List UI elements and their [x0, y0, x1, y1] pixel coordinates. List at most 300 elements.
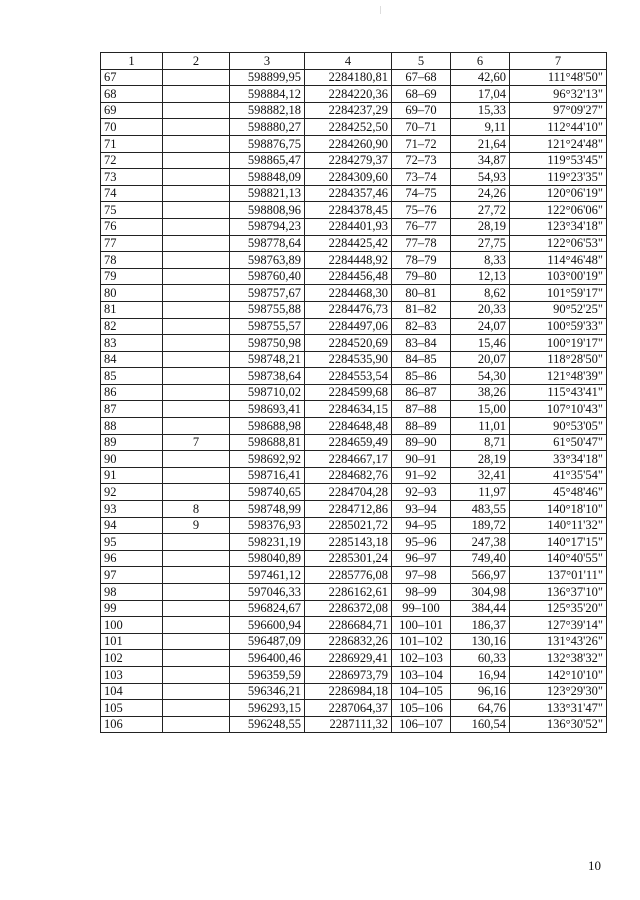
- cell-point-number: 78: [101, 252, 163, 269]
- header-row: [101, 53, 607, 70]
- cell-bearing: 97°09'27": [510, 102, 607, 119]
- cell-point-number: 87: [101, 401, 163, 418]
- table-row: [101, 567, 607, 584]
- cell-marker: [163, 351, 230, 368]
- cell-length: 749,40: [451, 550, 510, 567]
- table-row: [101, 119, 607, 136]
- cell-marker: 8: [163, 501, 230, 518]
- cell-marker: [163, 700, 230, 717]
- cell-coord-x: 598750,98: [230, 335, 305, 352]
- cell-point-number: 76: [101, 218, 163, 235]
- header-col-5: 5: [392, 53, 451, 70]
- table-row: [101, 185, 607, 202]
- cell-segment: 105–106: [392, 700, 451, 717]
- cell-length: 483,55: [451, 501, 510, 518]
- cell-coord-x: 598763,89: [230, 252, 305, 269]
- table-row: [101, 368, 607, 385]
- table-row: [101, 202, 607, 219]
- cell-coord-y: 2286984,18: [305, 683, 392, 700]
- cell-point-number: 74: [101, 185, 163, 202]
- cell-segment: 97–98: [392, 567, 451, 584]
- cell-point-number: 67: [101, 69, 163, 86]
- cell-segment: 87–88: [392, 401, 451, 418]
- cell-bearing: 131°43'26": [510, 633, 607, 650]
- cell-segment: 69–70: [392, 102, 451, 119]
- cell-bearing: 121°48'39": [510, 368, 607, 385]
- cell-point-number: 95: [101, 534, 163, 551]
- cell-marker: [163, 633, 230, 650]
- table-row: [101, 451, 607, 468]
- cell-marker: [163, 484, 230, 501]
- cell-point-number: 82: [101, 318, 163, 335]
- cell-bearing: 140°40'55": [510, 550, 607, 567]
- cell-bearing: 140°17'15": [510, 534, 607, 551]
- cell-point-number: 80: [101, 285, 163, 302]
- cell-bearing: 115°43'41": [510, 384, 607, 401]
- cell-coord-x: 598884,12: [230, 86, 305, 103]
- cell-segment: 83–84: [392, 335, 451, 352]
- cell-coord-y: 2284634,15: [305, 401, 392, 418]
- cell-point-number: 102: [101, 650, 163, 667]
- cell-coord-y: 2284712,86: [305, 501, 392, 518]
- cell-coord-x: 598688,81: [230, 434, 305, 451]
- table-row: [101, 301, 607, 318]
- table-row: [101, 335, 607, 352]
- cell-bearing: 41°35'54": [510, 467, 607, 484]
- table-row: [101, 434, 607, 451]
- cell-coord-y: 2284357,46: [305, 185, 392, 202]
- cell-coord-y: 2284378,45: [305, 202, 392, 219]
- table-row: [101, 484, 607, 501]
- cell-segment: 106–107: [392, 716, 451, 733]
- cell-coord-x: 598808,96: [230, 202, 305, 219]
- cell-segment: 72–73: [392, 152, 451, 169]
- cell-coord-x: 596600,94: [230, 617, 305, 634]
- cell-marker: [163, 152, 230, 169]
- cell-point-number: 72: [101, 152, 163, 169]
- table-row: [101, 650, 607, 667]
- cell-length: 8,71: [451, 434, 510, 451]
- cell-bearing: 127°39'14": [510, 617, 607, 634]
- cell-coord-x: 598755,57: [230, 318, 305, 335]
- cell-coord-y: 2284468,30: [305, 285, 392, 302]
- cell-coord-y: 2285143,18: [305, 534, 392, 551]
- cell-length: 247,38: [451, 534, 510, 551]
- table-row: [101, 318, 607, 335]
- cell-marker: [163, 650, 230, 667]
- table-row: [101, 135, 607, 152]
- cell-coord-y: 2284180,81: [305, 69, 392, 86]
- cell-segment: 93–94: [392, 501, 451, 518]
- cell-coord-y: 2284309,60: [305, 169, 392, 186]
- cell-bearing: 90°52'25": [510, 301, 607, 318]
- header-col-6: 6: [451, 53, 510, 70]
- cell-segment: 90–91: [392, 451, 451, 468]
- cell-length: 15,33: [451, 102, 510, 119]
- cell-coord-y: 2284667,17: [305, 451, 392, 468]
- cell-length: 64,76: [451, 700, 510, 717]
- cell-length: 11,01: [451, 418, 510, 435]
- cell-segment: 100–101: [392, 617, 451, 634]
- cell-point-number: 73: [101, 169, 163, 186]
- cell-length: 189,72: [451, 517, 510, 534]
- cell-length: 20,33: [451, 301, 510, 318]
- table-row: [101, 152, 607, 169]
- cell-coord-x: 596487,09: [230, 633, 305, 650]
- cell-coord-y: 2286684,71: [305, 617, 392, 634]
- cell-coord-x: 598778,64: [230, 235, 305, 252]
- cell-marker: [163, 268, 230, 285]
- cell-marker: [163, 218, 230, 235]
- table-row: [101, 418, 607, 435]
- cell-coord-x: 598848,09: [230, 169, 305, 186]
- table-row: [101, 102, 607, 119]
- cell-segment: 73–74: [392, 169, 451, 186]
- cell-bearing: 118°28'50": [510, 351, 607, 368]
- cell-marker: [163, 169, 230, 186]
- cell-coord-y: 2284599,68: [305, 384, 392, 401]
- cell-marker: [163, 550, 230, 567]
- cell-bearing: 100°59'33": [510, 318, 607, 335]
- cell-marker: [163, 617, 230, 634]
- cell-coord-y: 2287064,37: [305, 700, 392, 717]
- cell-length: 384,44: [451, 600, 510, 617]
- cell-bearing: 140°18'10": [510, 501, 607, 518]
- cell-marker: [163, 202, 230, 219]
- cell-marker: [163, 567, 230, 584]
- cell-coord-x: 598740,65: [230, 484, 305, 501]
- cell-length: 60,33: [451, 650, 510, 667]
- cell-coord-y: 2284279,37: [305, 152, 392, 169]
- cell-marker: [163, 666, 230, 683]
- cell-coord-x: 598760,40: [230, 268, 305, 285]
- cell-coord-y: 2286929,41: [305, 650, 392, 667]
- cell-marker: [163, 252, 230, 269]
- cell-point-number: 98: [101, 584, 163, 601]
- cell-marker: [163, 716, 230, 733]
- cell-point-number: 81: [101, 301, 163, 318]
- cell-point-number: 103: [101, 666, 163, 683]
- page-number: 10: [588, 858, 601, 873]
- cell-point-number: 92: [101, 484, 163, 501]
- table-row: [101, 534, 607, 551]
- table-row: [101, 633, 607, 650]
- cell-coord-y: 2285776,08: [305, 567, 392, 584]
- cell-point-number: 90: [101, 451, 163, 468]
- cell-coord-y: 2284260,90: [305, 135, 392, 152]
- cell-bearing: 61°50'47": [510, 434, 607, 451]
- cell-bearing: 140°11'32": [510, 517, 607, 534]
- cell-coord-y: 2284401,93: [305, 218, 392, 235]
- table-row: [101, 584, 607, 601]
- table-row: [101, 169, 607, 186]
- cell-coord-x: 598738,64: [230, 368, 305, 385]
- cell-coord-y: 2284659,49: [305, 434, 392, 451]
- cell-bearing: 121°24'48": [510, 135, 607, 152]
- cell-bearing: 123°29'30": [510, 683, 607, 700]
- cell-bearing: 45°48'46": [510, 484, 607, 501]
- cell-segment: 102–103: [392, 650, 451, 667]
- cell-marker: [163, 135, 230, 152]
- cell-length: 54,30: [451, 368, 510, 385]
- cell-marker: [163, 368, 230, 385]
- cell-length: 21,64: [451, 135, 510, 152]
- cell-coord-y: 2284682,76: [305, 467, 392, 484]
- cell-coord-y: 2286832,26: [305, 633, 392, 650]
- cell-coord-y: 2287111,32: [305, 716, 392, 733]
- cell-marker: [163, 384, 230, 401]
- cell-length: 186,37: [451, 617, 510, 634]
- cell-coord-x: 596359,59: [230, 666, 305, 683]
- cell-marker: [163, 102, 230, 119]
- cell-length: 160,54: [451, 716, 510, 733]
- table-row: [101, 550, 607, 567]
- cell-segment: 74–75: [392, 185, 451, 202]
- cell-coord-x: 598794,23: [230, 218, 305, 235]
- cell-marker: [163, 335, 230, 352]
- cell-coord-y: 2284252,50: [305, 119, 392, 136]
- cell-segment: 79–80: [392, 268, 451, 285]
- cell-point-number: 85: [101, 368, 163, 385]
- header-col-2: 2: [163, 53, 230, 70]
- cell-length: 24,07: [451, 318, 510, 335]
- cell-coord-y: 2284535,90: [305, 351, 392, 368]
- cell-length: 38,26: [451, 384, 510, 401]
- cell-point-number: 86: [101, 384, 163, 401]
- cell-coord-y: 2284425,42: [305, 235, 392, 252]
- cell-bearing: 111°48'50": [510, 69, 607, 86]
- cell-marker: [163, 86, 230, 103]
- cell-coord-x: 598748,99: [230, 501, 305, 518]
- cell-coord-x: 598040,89: [230, 550, 305, 567]
- cell-coord-y: 2286372,08: [305, 600, 392, 617]
- cell-coord-y: 2284520,69: [305, 335, 392, 352]
- cell-marker: [163, 301, 230, 318]
- cell-coord-x: 598693,41: [230, 401, 305, 418]
- table-row: [101, 600, 607, 617]
- cell-coord-x: 596248,55: [230, 716, 305, 733]
- cell-bearing: 136°37'10": [510, 584, 607, 601]
- table-row: [101, 467, 607, 484]
- cell-marker: 7: [163, 434, 230, 451]
- table-row: [101, 252, 607, 269]
- cell-length: 15,00: [451, 401, 510, 418]
- table-row: [101, 617, 607, 634]
- scan-mark: [380, 6, 381, 14]
- cell-bearing: 133°31'47": [510, 700, 607, 717]
- cell-segment: 70–71: [392, 119, 451, 136]
- cell-point-number: 99: [101, 600, 163, 617]
- header-col-3: 3: [230, 53, 305, 70]
- cell-length: 96,16: [451, 683, 510, 700]
- cell-segment: 95–96: [392, 534, 451, 551]
- cell-marker: [163, 285, 230, 302]
- cell-bearing: 142°10'10": [510, 666, 607, 683]
- cell-segment: 96–97: [392, 550, 451, 567]
- table-row: [101, 285, 607, 302]
- table-row: [101, 384, 607, 401]
- cell-bearing: 100°19'17": [510, 335, 607, 352]
- table-body: [101, 69, 607, 733]
- cell-marker: [163, 600, 230, 617]
- cell-bearing: 136°30'52": [510, 716, 607, 733]
- cell-length: 566,97: [451, 567, 510, 584]
- table-row: [101, 517, 607, 534]
- header-col-1: 1: [101, 53, 163, 70]
- cell-segment: 81–82: [392, 301, 451, 318]
- cell-coord-x: 597461,12: [230, 567, 305, 584]
- cell-point-number: 93: [101, 501, 163, 518]
- cell-length: 8,33: [451, 252, 510, 269]
- cell-length: 28,19: [451, 218, 510, 235]
- table-row: [101, 218, 607, 235]
- cell-coord-x: 598688,98: [230, 418, 305, 435]
- cell-point-number: 91: [101, 467, 163, 484]
- cell-length: 130,16: [451, 633, 510, 650]
- cell-coord-y: 2285301,24: [305, 550, 392, 567]
- table-header: [101, 53, 607, 70]
- cell-marker: 9: [163, 517, 230, 534]
- cell-bearing: 122°06'06": [510, 202, 607, 219]
- cell-point-number: 77: [101, 235, 163, 252]
- cell-coord-y: 2284448,92: [305, 252, 392, 269]
- cell-coord-y: 2284476,73: [305, 301, 392, 318]
- cell-length: 12,13: [451, 268, 510, 285]
- cell-coord-x: 596400,46: [230, 650, 305, 667]
- cell-coord-x: 596824,67: [230, 600, 305, 617]
- cell-coord-y: 2285021,72: [305, 517, 392, 534]
- table-row: [101, 716, 607, 733]
- cell-bearing: 112°44'10": [510, 119, 607, 136]
- cell-point-number: 100: [101, 617, 163, 634]
- cell-marker: [163, 683, 230, 700]
- cell-coord-x: 598231,19: [230, 534, 305, 551]
- cell-coord-x: 598865,47: [230, 152, 305, 169]
- cell-bearing: 107°10'43": [510, 401, 607, 418]
- cell-coord-x: 598710,02: [230, 384, 305, 401]
- cell-marker: [163, 418, 230, 435]
- cell-bearing: 96°32'13": [510, 86, 607, 103]
- cell-bearing: 132°38'32": [510, 650, 607, 667]
- cell-segment: 68–69: [392, 86, 451, 103]
- table-row: [101, 268, 607, 285]
- cell-segment: 77–78: [392, 235, 451, 252]
- cell-segment: 94–95: [392, 517, 451, 534]
- cell-point-number: 69: [101, 102, 163, 119]
- cell-segment: 103–104: [392, 666, 451, 683]
- cell-point-number: 75: [101, 202, 163, 219]
- cell-segment: 67–68: [392, 69, 451, 86]
- cell-coord-x: 598748,21: [230, 351, 305, 368]
- cell-point-number: 105: [101, 700, 163, 717]
- header-col-7: 7: [510, 53, 607, 70]
- cell-bearing: 120°06'19": [510, 185, 607, 202]
- cell-segment: 82–83: [392, 318, 451, 335]
- table-row: [101, 69, 607, 86]
- cell-coord-x: 598880,27: [230, 119, 305, 136]
- cell-bearing: 101°59'17": [510, 285, 607, 302]
- cell-segment: 71–72: [392, 135, 451, 152]
- cell-segment: 92–93: [392, 484, 451, 501]
- coordinates-table: [100, 52, 607, 733]
- cell-point-number: 79: [101, 268, 163, 285]
- cell-segment: 89–90: [392, 434, 451, 451]
- cell-coord-x: 598716,41: [230, 467, 305, 484]
- cell-length: 11,97: [451, 484, 510, 501]
- cell-coord-y: 2284456,48: [305, 268, 392, 285]
- header-col-4: 4: [305, 53, 392, 70]
- cell-length: 32,41: [451, 467, 510, 484]
- table-row: [101, 351, 607, 368]
- cell-coord-y: 2284553,54: [305, 368, 392, 385]
- cell-point-number: 101: [101, 633, 163, 650]
- cell-bearing: 123°34'18": [510, 218, 607, 235]
- cell-coord-x: 596346,21: [230, 683, 305, 700]
- cell-segment: 88–89: [392, 418, 451, 435]
- cell-length: 20,07: [451, 351, 510, 368]
- cell-marker: [163, 467, 230, 484]
- cell-bearing: 125°35'20": [510, 600, 607, 617]
- table-row: [101, 235, 607, 252]
- cell-segment: 101–102: [392, 633, 451, 650]
- cell-coord-x: 598876,75: [230, 135, 305, 152]
- table-row: [101, 700, 607, 717]
- cell-coord-y: 2284237,29: [305, 102, 392, 119]
- cell-length: 17,04: [451, 86, 510, 103]
- cell-point-number: 97: [101, 567, 163, 584]
- table-row: [101, 501, 607, 518]
- cell-marker: [163, 318, 230, 335]
- cell-bearing: 33°34'18": [510, 451, 607, 468]
- cell-bearing: 119°53'45": [510, 152, 607, 169]
- cell-coord-y: 2284648,48: [305, 418, 392, 435]
- cell-length: 34,87: [451, 152, 510, 169]
- cell-coord-x: 598821,13: [230, 185, 305, 202]
- cell-marker: [163, 235, 230, 252]
- cell-coord-x: 598755,88: [230, 301, 305, 318]
- table-row: [101, 401, 607, 418]
- cell-segment: 84–85: [392, 351, 451, 368]
- cell-length: 8,62: [451, 285, 510, 302]
- cell-point-number: 94: [101, 517, 163, 534]
- cell-length: 24,26: [451, 185, 510, 202]
- cell-length: 304,98: [451, 584, 510, 601]
- cell-coord-y: 2284704,28: [305, 484, 392, 501]
- cell-marker: [163, 185, 230, 202]
- cell-segment: 75–76: [392, 202, 451, 219]
- cell-length: 54,93: [451, 169, 510, 186]
- cell-length: 9,11: [451, 119, 510, 136]
- table-row: [101, 666, 607, 683]
- cell-coord-x: 598757,67: [230, 285, 305, 302]
- table-row: [101, 86, 607, 103]
- cell-segment: 76–77: [392, 218, 451, 235]
- cell-marker: [163, 584, 230, 601]
- cell-coord-y: 2284220,36: [305, 86, 392, 103]
- cell-bearing: 90°53'05": [510, 418, 607, 435]
- cell-coord-y: 2286162,61: [305, 584, 392, 601]
- cell-point-number: 68: [101, 86, 163, 103]
- cell-segment: 91–92: [392, 467, 451, 484]
- cell-bearing: 122°06'53": [510, 235, 607, 252]
- cell-bearing: 103°00'19": [510, 268, 607, 285]
- cell-length: 16,94: [451, 666, 510, 683]
- cell-bearing: 137°01'11": [510, 567, 607, 584]
- cell-coord-x: 598692,92: [230, 451, 305, 468]
- cell-point-number: 84: [101, 351, 163, 368]
- cell-coord-y: 2284497,06: [305, 318, 392, 335]
- cell-coord-x: 598376,93: [230, 517, 305, 534]
